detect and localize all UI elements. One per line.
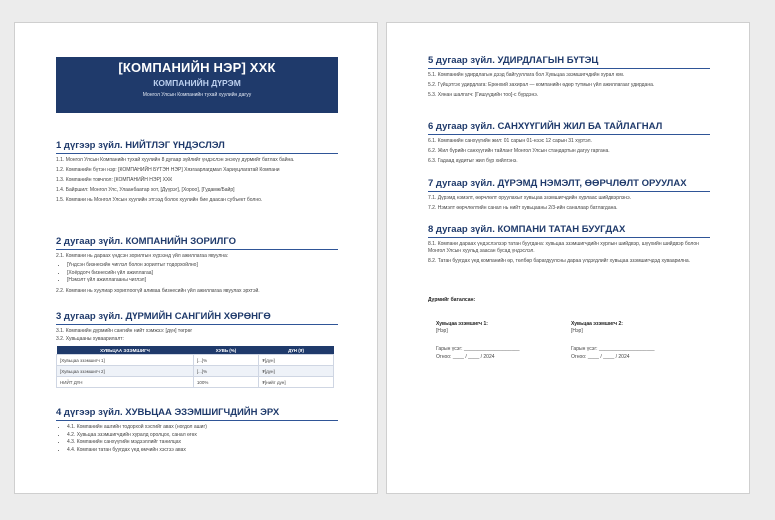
article-1-item: 1.3. Компанийн товчлол: [КОМПАНИЙН НЭР] ХХК (56, 177, 173, 183)
article-6-item: 6.1. Компанийн санхүүгийн жил: 01 сарын 01-нээс 12 сарын 31 хүртэл. (428, 138, 592, 144)
article-2-heading: 2 дугаар зүйл. КОМПАНИЙН ЗОРИЛГО (56, 236, 338, 250)
table-cell: НИЙТ ДҮН (57, 377, 194, 388)
document-page-1 (14, 22, 378, 494)
table-row (57, 366, 334, 377)
article-6-item: 6.2. Жил бүрийн санхүүгийн тайланг Монгол Улсын стандартын дагуу гаргана. (428, 148, 610, 154)
signature-block-2 (571, 321, 701, 361)
table-cell: ₮[дүн] (259, 366, 334, 377)
holder-label: Хувьцаа эзэмшигч 1: (436, 321, 488, 327)
article-7 (428, 178, 710, 212)
article-5 (428, 55, 710, 99)
table-cell: 100% (193, 377, 258, 388)
article-2 (56, 236, 338, 295)
list-item: • [Нэмэлт үйл ажиллагааны чиглэл] (67, 277, 338, 285)
document-caption: Монгол Улсын Компанийн тухай хуулийн дагуу (142, 92, 252, 98)
article-1-item: 1.2. Компанийн бүтэн нэр: [КОМПАНИЙН БҮТЭН НЭР] Хязгаарлагдмал Хариуцлагатай Компани (56, 167, 280, 173)
list-item: • [Үндсэн бизнесийн чиглэл болон зорилтыг тодорхойлно] (67, 262, 338, 270)
date-line: Огноо: ____ / ____ / 2024 (571, 354, 630, 360)
article-3-heading: 3 дугаар зүйл. ДҮРМИЙН САНГИЙН ХӨРӨНГӨ (56, 311, 338, 325)
article-3-item: 3.1. Компанийн дүрмийн сангийн нийт хэмжээ: [дүн] төгрөг (56, 328, 193, 334)
holder-name: [Нэр] (436, 328, 448, 334)
article-5-item: 5.3. Хянан шалгагч: [Гишүүдийн тоо]-с бүрдэнэ. (428, 92, 539, 98)
table-row (57, 377, 334, 388)
article-2-note: 2.2. Компани нь хуулиар хориглоогүй аливаа бизнесийн үйл ажиллагаа явуулах эрхтэй. (56, 287, 260, 294)
article-5-item: 5.2. Гүйцэтгэх удирдлага: Ерөнхий захирал — компанийн өдөр тутмын үйл ажиллагааг удирдана. (428, 82, 655, 88)
article-6-heading: 6 дугаар зүйл. САНХҮҮГИЙН ЖИЛ БА ТАЙЛАГНАЛ (428, 121, 710, 135)
table-cell: ₮[дүн] (259, 355, 334, 366)
article-2-intro: 2.1. Компани нь дараах үндсэн зорилгын хүрээнд үйл ажиллагаа явуулна: (56, 253, 229, 259)
table-cell: ₮[нийт дүн] (259, 377, 334, 388)
signature-line: Гарын үсэг: ____________________ (571, 346, 655, 352)
article-4-bullets (56, 424, 338, 454)
holder-name: [Нэр] (571, 328, 583, 334)
article-3 (56, 311, 338, 388)
table-cell: [Хувьцаа эзэмшигч 2] (57, 366, 194, 377)
table-header: ХУВЬ (%) (193, 346, 258, 355)
article-8-item: 8.2. Татан буугдах үед компанийн өр, төлбөр барагдуулсны дараа үлдэгдлийг хувьцаа эзэмшигчдэд хуваарилна. (428, 258, 691, 264)
table-cell: [...]% (193, 355, 258, 366)
list-item: • [Хоёрдогч бизнесийн үйл ажиллагаа] (67, 270, 338, 278)
article-7-item: 7.2. Нэмэлт өөрчлөлтийн санал нь нийт хувьцааны 2/3-ийн саналаар батлагдана. (428, 205, 618, 211)
document-subtitle: КОМПАНИЙН ДҮРЭМ (153, 78, 241, 88)
signature-block-1 (436, 321, 566, 361)
article-4 (56, 407, 338, 454)
table-cell: [...]% (193, 366, 258, 377)
table-cell: [Хувьцаа эзэмшигч 1] (57, 355, 194, 366)
list-item: • 4.3. Компанийн санхүүгийн мэдээллийг танилцах (67, 439, 338, 447)
article-8-item: 8.1. Компани дараах үндэслэлээр татан буугдана: хувьцаа эзэмшигчдийн хурлын шийдвэр, шүүхийн шийдвэр болон Монгол Улсын хуульд заасан бусад үндэслэл. (428, 241, 699, 254)
article-1-item: 1.1. Монгол Улсын Компанийн тухай хуулийн 8 дугаар зүйлийг үндэслэн энэхүү дүрмийг батлах байна. (56, 157, 295, 163)
article-2-bullets (56, 262, 338, 285)
article-1-item: 1.4. Байршил: Монгол Улс, Улаанбаатар хот, [Дүүрэг], [Хороо], [Гудамж/Байр] (56, 187, 235, 193)
article-1-heading: 1 дүгээр зүйл. НИЙТЛЭГ ҮНДЭСЛЭЛ (56, 140, 338, 154)
shareholder-table (56, 346, 334, 388)
article-8-heading: 8 дугаар зүйл. КОМПАНИ ТАТАН БУУГДАХ (428, 224, 710, 238)
article-7-item: 7.1. Дүрэмд нэмэлт, өөрчлөлт оруулахыг хувьцаа эзэмшигчдийн хурлаас шийдвэрлэнэ. (428, 195, 632, 201)
article-1 (56, 140, 338, 204)
list-item: • 4.1. Компанийн ашгийн тодорхой хэсгийг авах (ногдол ашиг) (67, 424, 338, 432)
list-item: • 4.4. Компани татан буугдах үед өмчийн хэсгээ авах (67, 447, 338, 455)
article-8 (428, 224, 710, 265)
table-row (57, 355, 334, 366)
article-5-heading: 5 дугаар зүйл. УДИРДЛАГЫН БҮТЭЦ (428, 55, 710, 69)
article-1-item: 1.5. Компани нь Монгол Улсын хуулийн этгээд болох хуулийн бие даасан субъект болно. (56, 197, 263, 203)
table-header: ДҮН (₮) (259, 346, 334, 355)
article-6-item: 6.3. Гадаад аудитыг жил бүр хийлгэнэ. (428, 158, 518, 164)
company-title: [КОМПАНИЙН НЭР] ХХК (118, 60, 276, 75)
date-line: Огноо: ____ / ____ / 2024 (436, 354, 495, 360)
article-5-item: 5.1. Компанийн удирдлагын дээд байгууллага бол Хувьцаа эзэмшигчдийн хурал юм. (428, 72, 625, 78)
table-header: ХУВЬЦАА ЭЗЭМШИГЧ (57, 346, 194, 355)
holder-label: Хувьцаа эзэмшигч 2: (571, 321, 623, 327)
article-3-item: 3.2. Хувьцааны хуваарилалт: (56, 336, 124, 342)
document-page-2 (386, 22, 750, 494)
article-7-heading: 7 дугаар зүйл. ДҮРЭМД НЭМЭЛТ, ӨӨРЧЛӨЛТ ОРУУЛАХ (428, 178, 710, 192)
article-4-heading: 4 дүгээр зүйл. ХУВЬЦАА ЭЗЭМШИГЧДИЙН ЭРХ (56, 407, 338, 421)
title-banner (56, 57, 338, 113)
signature-title: Дүрмийг баталсан: (428, 297, 476, 303)
signature-line: Гарын үсэг: ____________________ (436, 346, 520, 352)
list-item: • 4.2. Хувьцаа эзэмшигчдийн хуралд оролцох, санал өгөх (67, 432, 338, 440)
article-6 (428, 121, 710, 165)
